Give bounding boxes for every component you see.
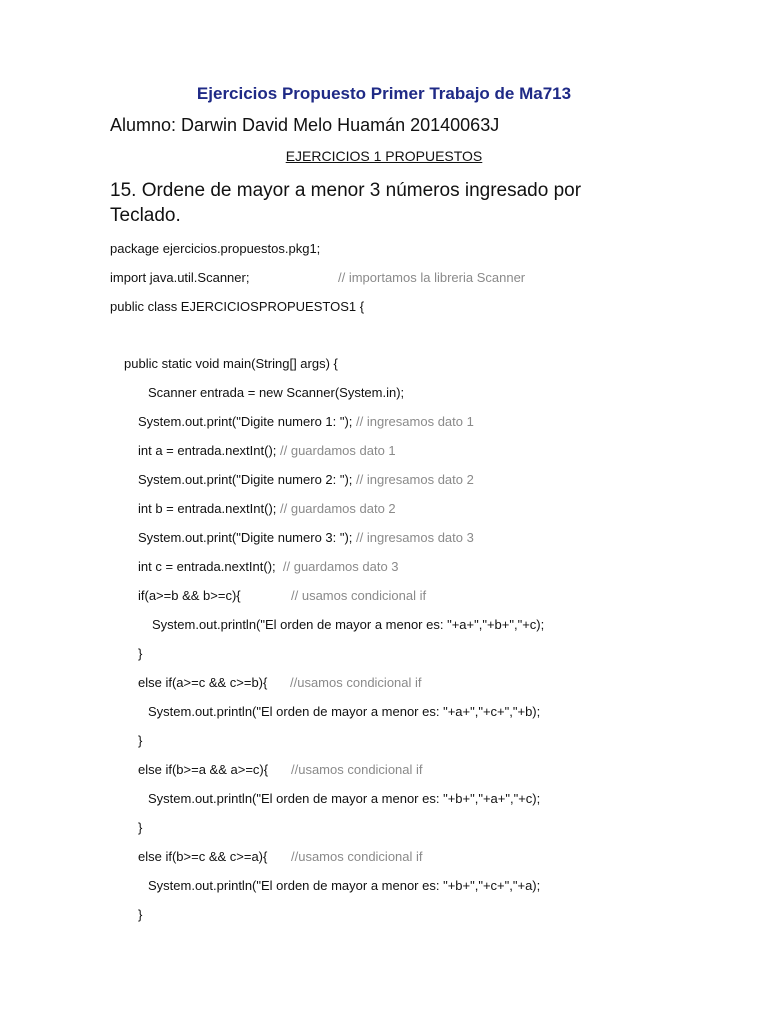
code-text: public class EJERCICIOSPROPUESTOS1 { (110, 299, 365, 314)
code-text: } (138, 733, 143, 748)
code-line (110, 241, 320, 257)
document-title: Ejercicios Propuesto Primer Trabajo de Ma713 (196, 84, 572, 103)
code-text: System.out.println("El orden de mayor a menor es: "+b+","+a+","+c); (148, 791, 541, 806)
code-line (138, 849, 267, 865)
code-text: int a = entrada.nextInt(); (138, 443, 277, 458)
code-text: System.out.print("Digite numero 1: "); (138, 414, 353, 429)
code-line (138, 762, 268, 778)
code-line (110, 299, 364, 315)
code-comment: //usamos condicional if (290, 675, 422, 690)
code-text: else if(b>=a && a>=c){ (138, 762, 269, 777)
code-text: System.out.println("El orden de mayor a menor es: "+b+","+c+","+a); (148, 878, 541, 893)
code-line (138, 472, 474, 488)
code-comment: // ingresamos dato 1 (356, 414, 474, 429)
code-line (138, 646, 142, 662)
code-text: import java.util.Scanner; (110, 270, 250, 285)
code-text: } (138, 907, 143, 922)
code-text: if(a>=b && b>=c){ (138, 588, 241, 603)
code-line (148, 878, 540, 894)
problem-statement: 15. Ordene de mayor a menor 3 números ingresado por Teclado. (110, 180, 582, 226)
code-line (138, 414, 474, 430)
code-text: System.out.println("El orden de mayor a menor es: "+a+","+c+","+b); (148, 704, 541, 719)
code-line (138, 443, 396, 459)
code-text: } (138, 646, 143, 661)
code-line (110, 270, 249, 286)
code-text: Scanner entrada = new Scanner(System.in); (148, 385, 405, 400)
code-comment: //usamos condicional if (291, 762, 423, 777)
code-comment: // ingresamos dato 2 (356, 472, 474, 487)
code-line (152, 617, 544, 633)
code-text: else if(a>=c && c>=b){ (138, 675, 268, 690)
code-text: } (138, 820, 143, 835)
code-line (138, 907, 142, 923)
code-comment: // usamos condicional if (291, 588, 427, 603)
code-comment: // guardamos dato 3 (282, 559, 399, 574)
code-line (138, 530, 474, 546)
code-text: int b = entrada.nextInt(); (138, 501, 277, 516)
code-line (148, 791, 540, 807)
code-comment: // ingresamos dato 3 (356, 530, 474, 545)
section-heading: EJERCICIOS 1 PROPUESTOS (285, 148, 483, 164)
code-text: int c = entrada.nextInt(); (138, 559, 276, 574)
code-text: System.out.print("Digite numero 3: "); (138, 530, 353, 545)
code-line (138, 501, 396, 517)
code-text: public static void main(String[] args) { (124, 356, 338, 371)
code-text: System.out.println("El orden de mayor a menor es: "+a+","+b+","+c); (152, 617, 545, 632)
code-line (124, 356, 338, 372)
code-comment: // guardamos dato 1 (280, 443, 396, 458)
code-comment: // importamos la libreria Scanner (338, 270, 526, 285)
student-line: Alumno: Darwin David Melo Huamán 20140063J (110, 115, 500, 135)
code-line (148, 385, 404, 401)
code-text: package ejercicios.propuestos.pkg1; (110, 241, 321, 256)
code-line (148, 704, 540, 720)
code-comment: // guardamos dato 2 (280, 501, 396, 516)
code-text: else if(b>=c && c>=a){ (138, 849, 268, 864)
code-line (138, 675, 267, 691)
code-text: System.out.print("Digite numero 2: "); (138, 472, 353, 487)
code-line (138, 733, 142, 749)
code-line (138, 588, 241, 604)
code-comment: //usamos condicional if (291, 849, 423, 864)
code-line (138, 559, 399, 575)
code-line (138, 820, 142, 836)
